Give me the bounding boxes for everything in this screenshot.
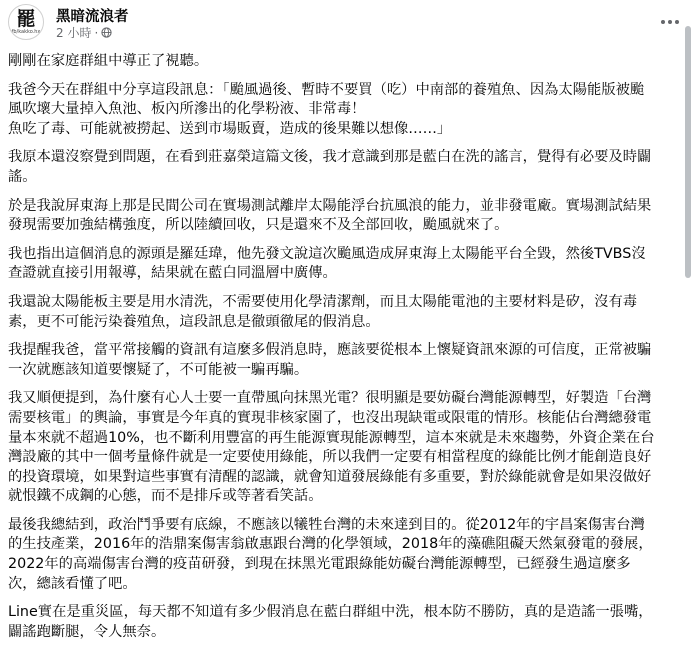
globe-icon [101,27,112,38]
post-header [0,0,693,44]
post-paragraph: 最後我總結到，政治鬥爭要有底線，不應該以犧牲台灣的未來達到目的。從2012年的宇昌案傷害台灣 的生技產業，2016年的浩鼎案傷害翁啟惠跟台灣的化學領域，2018年的藻礁阻礙天然氣發電的發展， 2022年的高端傷害台灣的疫苗研發，到現在抹黑光電跟綠能妨礙台灣能源轉型，已經發生過這麼多 次，總該看懂了吧。 [8,516,653,592]
post-paragraph: 於是我說屏東海上那是民間公司在實場測試離岸太陽能浮台抗風浪的能力，並非發電廠。實場測試結果 發現需要加強結構強度，所以陸續回收，只是還來不及全部回收，颱風就來了。 [8,197,652,234]
more-options-button[interactable] [656,8,684,36]
post-paragraph: 我也指出這個消息的源頭是羅廷瑋，他先發文說這次颱風造成屏東海上太陽能平台全毀，然後TVBS沒 查證就直接引用報導，結果就在藍白同溫層中廣傳。 [8,245,646,282]
meta-separator: · [94,25,99,40]
avatar-glyph: 罷 [16,7,36,30]
post-paragraph: 剛剛在家庭群組中導正了視聽。 [8,53,209,69]
post-paragraph: 我提醒我爸，當平常接觸的資訊有這麼多假消息時，應該要從根本上懷疑資訊來源的可信度，正常被騙 一次就應該知道要懷疑了，不可能被一騙再騙。 [8,342,652,378]
post-paragraph: Line實在是重災區，每天都不知道有多少假消息在藍白群組中洗，根本防不勝防，真的是造謠一張嘴， 闢謠跑斷腿，令人無奈。 [8,604,653,640]
avatar[interactable] [8,4,44,40]
post-content [8,52,680,651]
post-time[interactable]: 2 小時 [56,26,92,40]
post-paragraph: 我又順便提到，為什麼有心人士要一直帶風向抹黑光電？很明顯是要妨礙台灣能源轉型，好製造「台灣 需要核電」的輿論，事實是今年真的實現非核家園了，也沒出現缺電或限電的情形。核能佔台灣總發電 量本來就不超過10%，也不斷利用豐富的再生能源實現能源轉型，這本來就是未來趨勢，外資企業在台 灣設廠的其中一個考量條件就是一定要使用綠能，所以我們一定要有相當程度的綠能比例才能創造良好 的投資環境，如果對這些事實有清醒的認識，就會知道發展綠能有多重要，對於綠能就會是如果沒做好 就恨鐵不成鋼的心態，而不是排斥或等著看笑話。 [8,390,655,505]
post-paragraph: 我爸今天在群組中分享這段訊息：「颱風過後、暫時不要買（吃）中南部的養殖魚、因為太陽能版被颱 風吹壞大量掉入魚池、板內所滲出的化學粉液、非常毒！ 魚吃了毒、可能就被撈起、送到市場販賣，造成的後果難以想像……」 [8,81,645,137]
post-paragraph: 我原本還沒察覺到問題，在看到莊嘉榮這篇文後，我才意識到那是藍白在洗的謠言，覺得有必要及時闢 謠。 [8,149,652,185]
scrollbar-thumb[interactable] [685,26,691,278]
post-paragraph: 我還說太陽能板主要是用水清洗，不需要使用化學清潔劑，而且太陽能電池的主要材料是矽，沒有毒 素，更不可能污染養殖魚，這段訊息是徹頭徹尾的假消息。 [8,293,638,330]
avatar-caption: fb/kakko.hx [11,28,41,35]
more-options-icon [660,19,680,25]
post-meta [56,24,112,41]
author-name[interactable]: 黑暗流浪者 [56,9,129,25]
